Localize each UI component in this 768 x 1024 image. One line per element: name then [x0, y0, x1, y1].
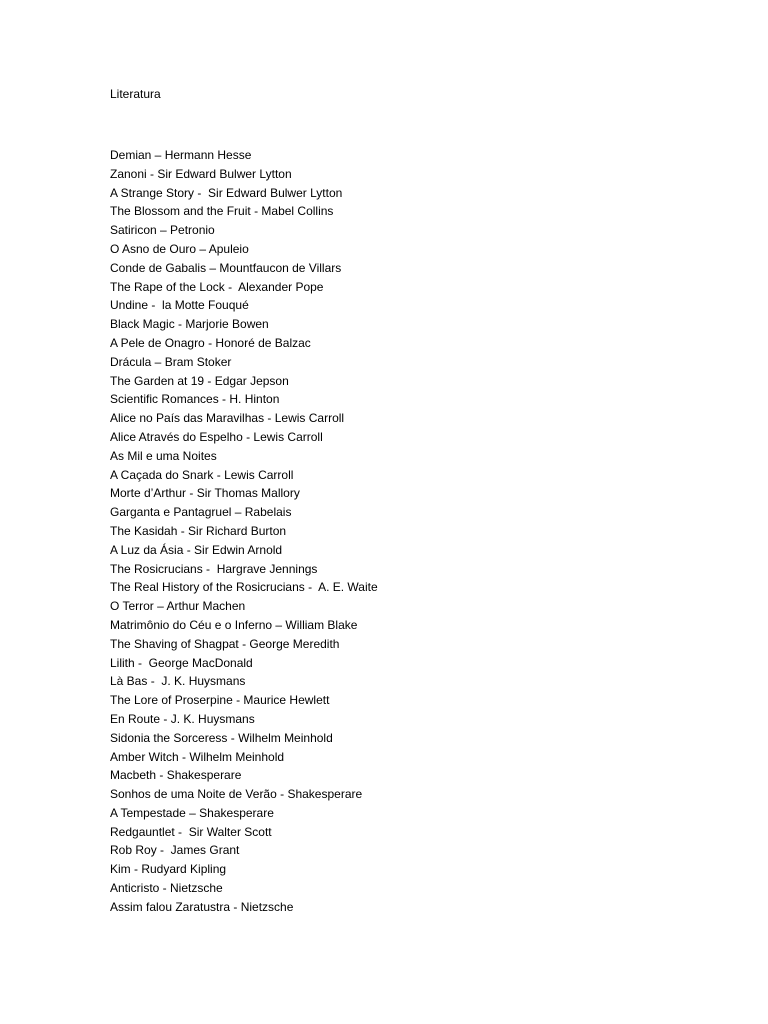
book-list-item: The Kasidah - Sir Richard Burton: [110, 523, 287, 538]
document-title: Literatura: [110, 87, 161, 101]
book-list-item: O Terror – Arthur Machen: [110, 599, 246, 614]
book-list-item: Sonhos de uma Noite de Verão - Shakesperare: [110, 787, 363, 802]
book-list-item: The Garden at 19 - Edgar Jepson: [110, 373, 289, 388]
book-list-item: Undine - la Motte Fouqué: [110, 298, 249, 313]
book-list-item: Amber Witch - Wilhelm Meinhold: [110, 749, 285, 764]
book-list-item: A Strange Story - Sir Edward Bulwer Lytton: [110, 185, 343, 200]
book-list-item: A Pele de Onagro - Honoré de Balzac: [110, 335, 311, 350]
book-list-item: The Lore of Proserpine - Maurice Hewlett: [110, 693, 330, 708]
book-list-item: Satiricon – Petronio: [110, 223, 215, 238]
book-list-item: Redgauntlet - Sir Walter Scott: [110, 824, 272, 839]
book-list-item: Anticristo - Nietzsche: [110, 881, 223, 896]
book-list-item: Drácula – Bram Stoker: [110, 354, 232, 369]
book-list-item: Là Bas - J. K. Huysmans: [110, 674, 246, 689]
book-list-item: The Blossom and the Fruit - Mabel Collins: [110, 204, 334, 219]
book-list-item: Matrimônio do Céu e o Inferno – William Blake: [110, 617, 358, 632]
book-list-item: Scientific Romances - H. Hinton: [110, 392, 280, 407]
book-list-item: The Real History of the Rosicrucians - A. E. Waite: [110, 580, 378, 595]
book-list-item: A Luz da Ásia - Sir Edwin Arnold: [110, 542, 283, 557]
book-list-item: Kim - Rudyard Kipling: [110, 862, 227, 877]
book-list-item: Macbeth - Shakesperare: [110, 768, 242, 783]
book-list-item: A Caçada do Snark - Lewis Carroll: [110, 467, 294, 482]
book-list-item: Demian – Hermann Hesse: [110, 148, 252, 162]
book-list-item: The Shaving of Shagpat - George Meredith: [110, 636, 340, 651]
book-list-item: Alice no País das Maravilhas - Lewis Carroll: [110, 411, 345, 426]
book-list-item: The Rosicrucians - Hargrave Jennings: [110, 561, 318, 576]
book-list-item: Alice Através do Espelho - Lewis Carroll: [110, 429, 323, 444]
book-list-item: A Tempestade – Shakesperare: [110, 805, 274, 820]
book-list: [110, 146, 378, 917]
book-list-item: The Rape of the Lock - Alexander Pope: [110, 279, 324, 294]
book-list-item: En Route - J. K. Huysmans: [110, 711, 255, 726]
book-list-item: Sidonia the Sorceress - Wilhelm Meinhold: [110, 730, 333, 745]
book-list-item: O Asno de Ouro – Apuleio: [110, 241, 249, 256]
book-list-item: Garganta e Pantagruel – Rabelais: [110, 505, 292, 520]
book-list-item: Black Magic - Marjorie Bowen: [110, 317, 269, 332]
book-list-item: Zanoni - Sir Edward Bulwer Lytton: [110, 166, 292, 181]
book-list-item: Morte d’Arthur - Sir Thomas Mallory: [110, 486, 300, 501]
book-list-item: Conde de Gabalis – Mountfaucon de Villars: [110, 260, 342, 275]
book-list-item: Lilith - George MacDonald: [110, 655, 253, 670]
book-list-item: As Mil e uma Noites: [110, 448, 217, 463]
book-list-item: Assim falou Zaratustra - Nietzsche: [110, 899, 294, 914]
book-list-item: Rob Roy - James Grant: [110, 843, 240, 858]
